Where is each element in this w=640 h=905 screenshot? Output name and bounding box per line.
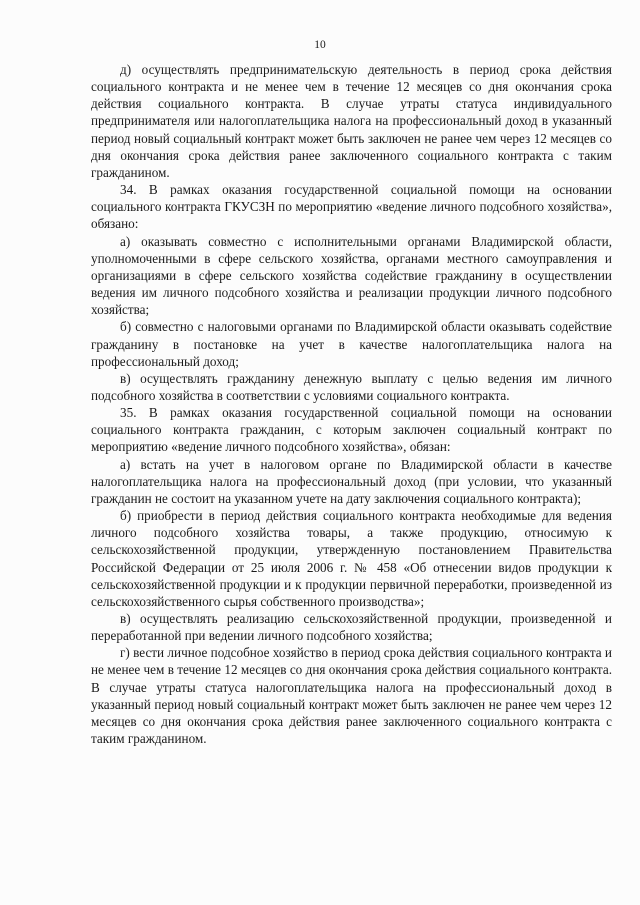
paragraph-35-g: г) вести личное подсобное хозяйство в период срока действия социального контракта и не менее чем в течение 12 месяцев со дня окончания срока действия социального контракта. В случае утраты статуса налогоплательщика налога на профессиональный доход в указанный период новый социальный контракт может быть заключен не ранее чем через 12 месяцев со дня окончания срока действия ранее заключенного социального контракта с таким гражданином.	[91, 645, 612, 747]
page-number: 10	[314, 39, 326, 51]
document-body	[91, 61, 612, 747]
paragraph-34-v: в) осуществлять гражданину денежную выплату с целью ведения им личного подсобного хозяйства в соответствии с условиями социального контракта.	[91, 370, 612, 403]
paragraph-35-v: в) осуществлять реализацию сельскохозяйственной продукции, произведенной и переработанной при ведении личного подсобного хозяйства;	[91, 611, 612, 644]
paragraph-35: 35. В рамках оказания государственной социальной помощи на основании социального контракта гражданин, с которым заключен социальный контракт по мероприятию «ведение личного подсобного хозяйства», обязан:	[91, 405, 612, 455]
paragraph-35-b: б) приобрести в период действия социального контракта необходимые для ведения личного подсобного хозяйства товары, а также продукцию, относимую к сельскохозяйственной продукции, утвержденную постановлением Правительства Российской Федерации от 25 июля 2006 г. № 458 «Об отнесении видов продукции к сельскохозяйственной продукции и к продукции первичной переработки, произведенной из сельскохозяйственного сырья собственного производства»;	[91, 508, 612, 609]
paragraph-34-b: б) совместно с налоговыми органами по Владимирской области оказывать содействие гражданину в постановке на учет в качестве налогоплательщика налога на профессиональный доход;	[91, 319, 612, 369]
paragraph-34-a: а) оказывать совместно с исполнительными органами Владимирской области, уполномоченными в сфере сельского хозяйства, органами местного самоуправления и организациями в сфере сельского хозяйства содействие гражданину в осуществлении ведения им личного подсобного хозяйства и реализации продукции личного подсобного хозяйства;	[91, 233, 612, 318]
paragraph-d: д) осуществлять предпринимательскую деятельность в период срока действия социального контракта и не менее чем в течение 12 месяцев со дня окончания срока действия социального контракта. В случае утраты статуса индивидуального предпринимателя или налогоплательщика налога на профессиональный доход в указанный период новый социальный контракт может быть заключен не ранее чем через 12 месяцев со дня окончания срока действия ранее заключенного социального контракта с таким гражданином.	[91, 62, 612, 180]
paragraph-35-a: а) встать на учет в налоговом органе по Владимирской области в качестве налогоплательщика налога на профессиональный доход (при условии, что указанный гражданин не состоит на указанном учете на дату заключения социального контракта);	[91, 456, 612, 506]
paragraph-34: 34. В рамках оказания государственной социальной помощи на основании социального контракта ГКУСЗН по мероприятию «ведение личного подсобного хозяйства», обязано:	[91, 182, 612, 232]
